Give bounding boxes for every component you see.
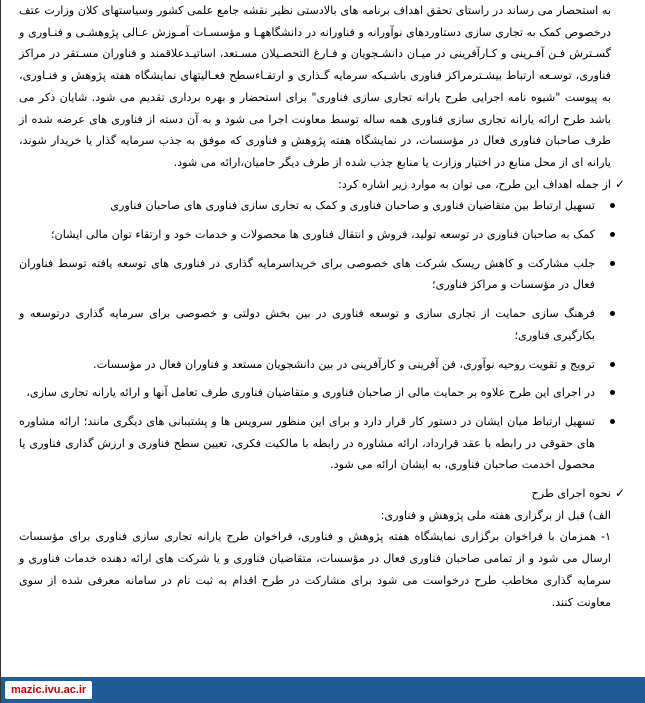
list-item: کمک به صاحبان فناوری در توسعه تولید، فروش و انتقال فناوری ها محصولات و خدمات خود و ارتقاء توان مالی ایشان؛	[13, 224, 633, 246]
bullet-icon	[610, 261, 615, 266]
list-item: جلب مشارکت و کاهش ریسک شرکت های خصوصی برای خریداسرمایه گذاری در فناوری های توسعه یافته توسط فناوران فعال در مؤسسات و مراکز فناوری؛	[13, 253, 633, 296]
item-1-paragraph: ۱- همزمان با فراخوان برگزاری نمایشگاه هفته پژوهش و فناوری، فراخوان طرح یارانه تجاری سازی فناوری برای مؤسسات ارسال می شود و از تمامی صاحبان فناوری فعال در مؤسسات، متقاضیان فناوری و یا شرکت های ارائه دهنده خدمات فناوری و سرمایه گذاری مخاطب طرح درخواست می شود برای مشارکت در طرح اقدام به ثبت نام در سامانه معرفی شده از سوی معاونت کنند.	[19, 530, 611, 609]
list-item: فرهنگ سازی حمایت از تجاری سازی و توسعه فناوری در بین بخش دولتی و خصوصی برای سرمایه گذاری درتوسعه و بکارگیری فناوری؛	[13, 303, 633, 346]
list-item: تسهیل ارتباط میان ایشان در دستور کار قرار دارد و برای این منظور سرویس ها و پشتیبانی های دیگری مانند؛ ارائه مشاوره های حقوقی در رابطه با عقد قرارداد، ارائه مشاوره در رابطه با مالکیت فکری، تعیین سطح فناوری و ارزش گذاری فناوری یا محصول اخدمت صاحبان فناوری، به ایشان ارائه می شود.	[13, 411, 633, 476]
list-item: تسهیل ارتباط بین متقاضیان فناوری و صاحبان فناوری و کمک به تجاری سازی فناوری های صاحبان فناوری	[13, 195, 633, 217]
method-heading	[13, 483, 633, 505]
site-badge[interactable]: mazic.ivu.ac.ir	[5, 681, 92, 699]
goals-heading	[13, 174, 633, 196]
goals-heading-text: از جمله اهداف این طرح، می توان به موارد زیر اشاره کرد:	[338, 177, 611, 191]
bullet-icon	[610, 362, 615, 367]
bullet-icon	[610, 232, 615, 237]
check-mark-icon: ✓	[614, 486, 625, 501]
goals-list	[13, 195, 633, 476]
bullet-icon	[610, 419, 615, 424]
list-item: ترویج و تقویت روحیه نوآوری، فن آفرینی و کارآفرینی در بین دانشجویان مستعد و فناوران فعال در مؤسسات.	[13, 354, 633, 376]
bullet-icon	[610, 390, 615, 395]
document-body	[13, 0, 633, 613]
bullet-icon	[610, 203, 615, 208]
list-item: در اجرای این طرح علاوه بر حمایت مالی از صاحبان فناوری و متقاضیان فناوری طرف تعامل آنها و ارائه یارانه تجاری سازی،	[13, 382, 633, 404]
footer-bar	[1, 677, 645, 703]
section-a-heading: الف) قبل از برگزاری هفته ملی پژوهش و فناوری:	[380, 508, 611, 522]
bullet-icon	[610, 311, 615, 316]
intro-paragraph: به استحصار می رساند در راستای تحقق اهداف برنامه های بالادستی نظیر نقشه جامع علمی کشور وسیاستهای کلان وزارت عتف درخصوص کمک به تجاری سازی دستاوردهای نوآورانه و فناورانه در دانشگاههـا و مؤسسـات آمـوزش عـالی پژوهشـی و فنـاوری و گسـترش فـن آفـرینی و کـارآفرینی در میـان دانشـجویان و فـارغ التحصـیلان مسـتعد، اساتیـدعلاقمند و فناوران مسـتقر در مراکز فناوری، توسـعه ارتباط بیشـترمراکز فناوری باشـبکه سرمایه گـذاری و ارتقـاءسطح فعـالیتهای نمایشگاه هفته پژوهش و فنـاوری، به پیوست "شیوه نامه اجرایی طرح یارانه تجاری سازی فناوری" برای استحضار و بهره برداری تقدیم می شود. شایان ذکر می باشد طرح ارائه یارانه تجاری سازی فناوری همه ساله توسط معاونت اجرا می شود و به آن دسته از فناوری های عرضه شده از طرف صاحبان فناوری فعال در مؤسسات، در نمایشگاه هفته پژوهش و فناوری که موفق به جذب سرمایه گذار یا خریدار شوند، یارانه ای از محل منابع در اختیار وزارت یا منابع جذب شده از طرف دیگر حامیان،ارائه می شود.	[19, 4, 611, 169]
method-heading-text: نحوه اجرای طرح	[531, 487, 611, 501]
check-mark-icon: ✓	[614, 176, 625, 191]
